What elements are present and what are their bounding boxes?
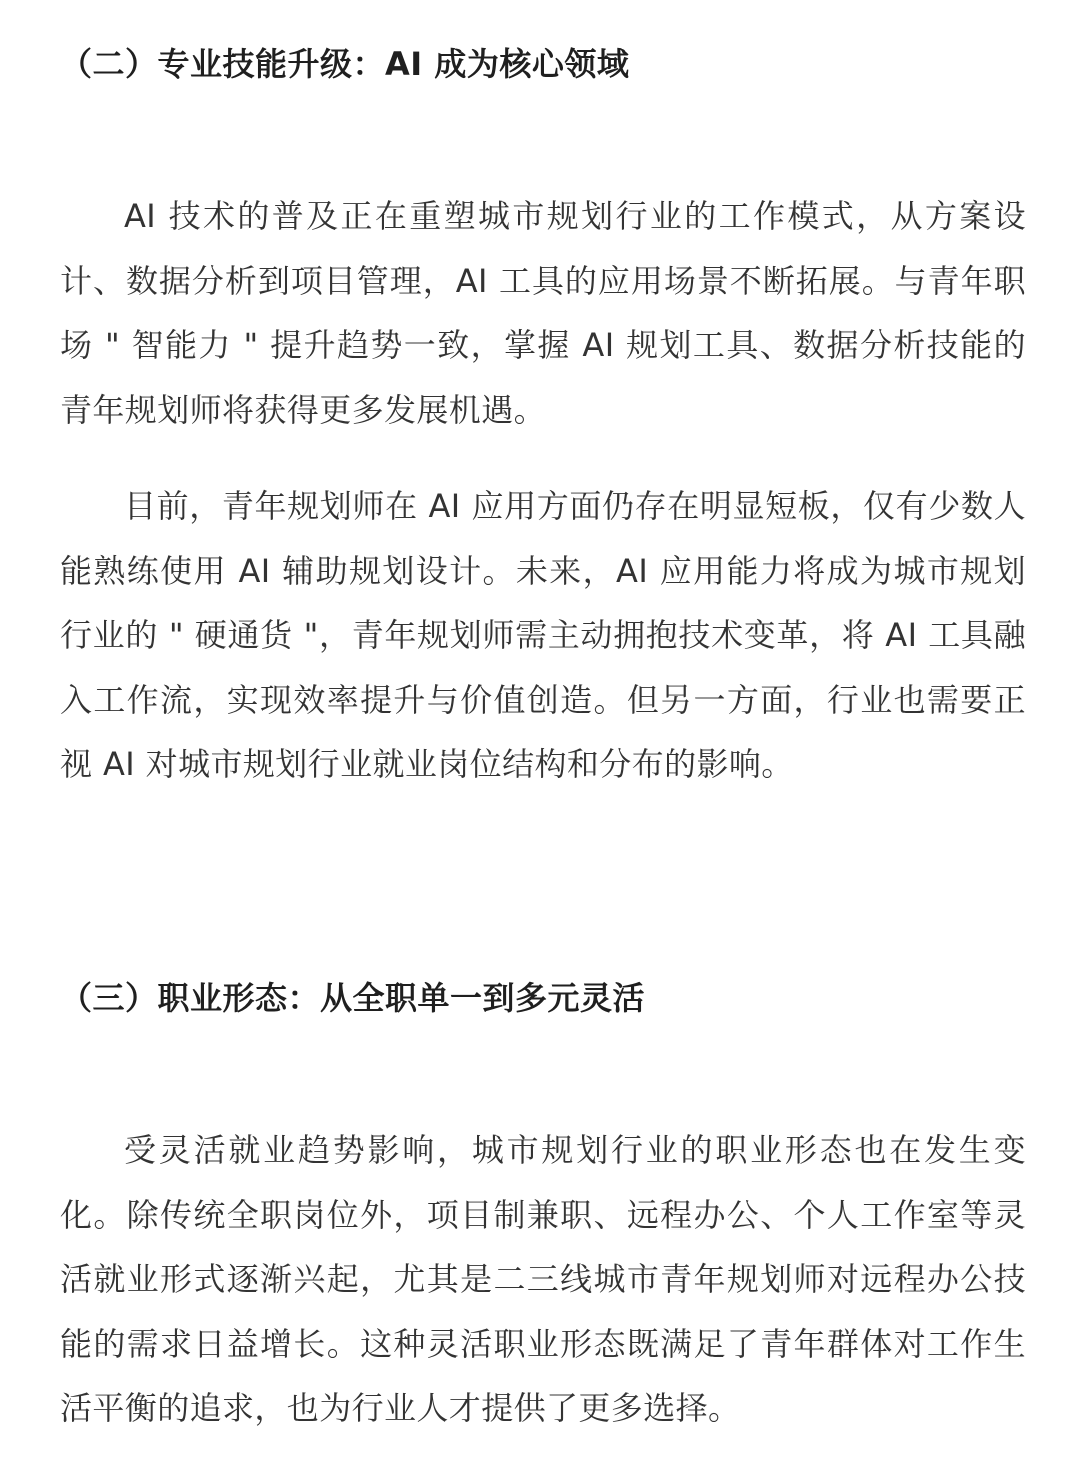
- paragraph-flexible-employment: 受灵活就业趋势影响，城市规划行业的职业形态也在发生变化。除传统全职岗位外，项目制兼职、远程办公、个人工作室等灵活就业形式逐渐兴起，尤其是二三线城市青年规划师对远程办公技能的需求日益增长。这种灵活职业形态既满足了青年群体对工作生活平衡的追求，也为行业人才提供了更多选择。: [60, 1131, 1026, 1427]
- section-heading-career-forms: （三）职业形态：从全职单一到多元灵活: [60, 979, 646, 1017]
- paragraph-ai-transforming-planning: AI 技术的普及正在重塑城市规划行业的工作模式，从方案设计、数据分析到项目管理，AI 工具的应用场景不断拓展。与青年职场 " 智能力 " 提升趋势一致，掌握 AI 规划工具、数据分析技能的青年规划师将获得更多发展机遇。: [60, 197, 1026, 429]
- section-heading-skills-upgrade: （二）专业技能升级：AI 成为核心领域: [60, 45, 630, 83]
- paragraph-ai-skill-gap: 目前，青年规划师在 AI 应用方面仍存在明显短板，仅有少数人能熟练使用 AI 辅助规划设计。未来，AI 应用能力将成为城市规划行业的 " 硬通货 "，青年规划师需主动拥抱技术变革，将 AI 工具融入工作流，实现效率提升与价值创造。但另一方面，行业也需要正视 AI 对城市规划行业就业岗位结构和分布的影响。: [60, 487, 1026, 783]
